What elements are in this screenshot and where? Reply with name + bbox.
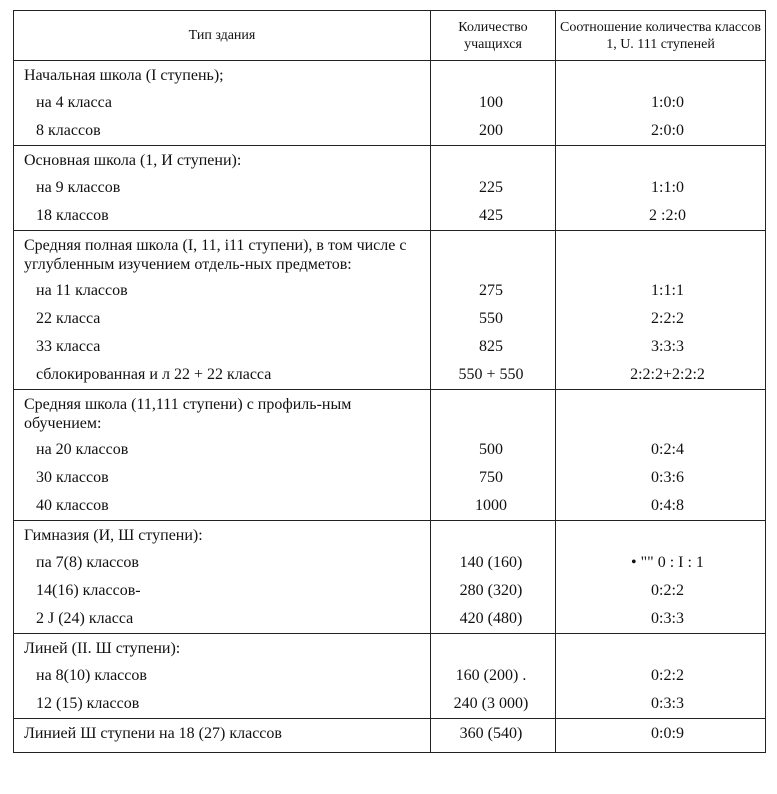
table-group [14,390,766,521]
table-row [14,464,766,492]
table-row [14,333,766,361]
row-label: 8 классов [14,117,431,146]
row-label: сблокированная и л 22 + 22 класса [14,361,431,390]
header-building-type: Тип здания [14,11,431,61]
row-count: 100 [431,89,556,117]
row-count: 240 (3 000) [431,690,556,719]
header-class-ratio: Соотношение количества классов 1, U. 111 ступеней [556,11,766,61]
row-ratio: 0:4:8 [556,492,766,521]
table-header [14,11,766,61]
group-title-row [14,521,766,550]
group-ratio [556,390,766,437]
row-label: на 11 классов [14,277,431,305]
group-count [431,390,556,437]
row-ratio: 0:2:2 [556,577,766,605]
row-label: 30 классов [14,464,431,492]
group-ratio [556,634,766,663]
row-label: на 9 классов [14,174,431,202]
row-label: 2 J (24) класса [14,605,431,634]
row-ratio: 1:1:1 [556,277,766,305]
row-ratio: 0:2:4 [556,436,766,464]
group-ratio [556,146,766,175]
group-title: Гимназия (И, Ш ступени): [14,521,431,550]
row-ratio: 0:3:3 [556,605,766,634]
header-student-count: Количество учащихся [431,11,556,61]
row-count: 1000 [431,492,556,521]
group-title-row [14,719,766,753]
group-count [431,146,556,175]
row-label: на 20 классов [14,436,431,464]
table-group [14,719,766,753]
row-count: 275 [431,277,556,305]
group-ratio [556,61,766,90]
table-row [14,305,766,333]
table-row [14,662,766,690]
table-row [14,89,766,117]
row-ratio: 1:1:0 [556,174,766,202]
row-label: 14(16) классов- [14,577,431,605]
group-count [431,634,556,663]
group-title-row [14,634,766,663]
row-label: па 7(8) классов [14,549,431,577]
table-row [14,549,766,577]
row-count: 160 (200) . [431,662,556,690]
table-group [14,634,766,719]
row-ratio: 2:2:2+2:2:2 [556,361,766,390]
table-group [14,521,766,634]
row-label: на 8(10) классов [14,662,431,690]
row-count: 500 [431,436,556,464]
table-row [14,277,766,305]
group-title-row [14,146,766,175]
school-capacity-table [13,10,766,753]
group-count: 360 (540) [431,719,556,753]
row-ratio: 0:2:2 [556,662,766,690]
group-count [431,231,556,278]
group-title: Основная школа (1, И ступени): [14,146,431,175]
row-label: 12 (15) классов [14,690,431,719]
table-row [14,174,766,202]
group-ratio [556,521,766,550]
row-label: 40 классов [14,492,431,521]
group-title: Линей (II. Ш ступени): [14,634,431,663]
group-title-row [14,61,766,90]
table-group [14,146,766,231]
group-count [431,61,556,90]
table-row [14,690,766,719]
row-label: 18 классов [14,202,431,231]
row-ratio: • "" 0 : I : 1 [556,549,766,577]
table-row [14,492,766,521]
group-title: Начальная школа (I ступень); [14,61,431,90]
group-title-row [14,390,766,437]
row-count: 750 [431,464,556,492]
row-count: 550 [431,305,556,333]
group-title-row [14,231,766,278]
group-title: Средняя школа (11,111 ступени) с профиль-ным обучением: [14,390,431,437]
row-ratio: 2:0:0 [556,117,766,146]
row-count: 225 [431,174,556,202]
row-count: 420 (480) [431,605,556,634]
table-group [14,61,766,146]
group-title: Линией Ш ступени на 18 (27) классов [14,719,431,753]
row-count: 825 [431,333,556,361]
table-row [14,577,766,605]
table-row [14,361,766,390]
table-row [14,436,766,464]
row-ratio: 2 :2:0 [556,202,766,231]
row-ratio: 2:2:2 [556,305,766,333]
row-count: 425 [431,202,556,231]
group-ratio: 0:0:9 [556,719,766,753]
group-ratio [556,231,766,278]
group-count [431,521,556,550]
table-row [14,202,766,231]
group-title: Средняя полная школа (I, 11, i11 ступени), в том числе с углубленным изучением отдель-ных предметов: [14,231,431,278]
row-count: 550 + 550 [431,361,556,390]
row-count: 140 (160) [431,549,556,577]
row-ratio: 1:0:0 [556,89,766,117]
row-ratio: 0:3:3 [556,690,766,719]
row-count: 200 [431,117,556,146]
row-label: на 4 класса [14,89,431,117]
row-ratio: 3:3:3 [556,333,766,361]
row-ratio: 0:3:6 [556,464,766,492]
table-row [14,605,766,634]
row-count: 280 (320) [431,577,556,605]
table-group [14,231,766,390]
row-label: 22 класса [14,305,431,333]
table-row [14,117,766,146]
row-label: 33 класса [14,333,431,361]
